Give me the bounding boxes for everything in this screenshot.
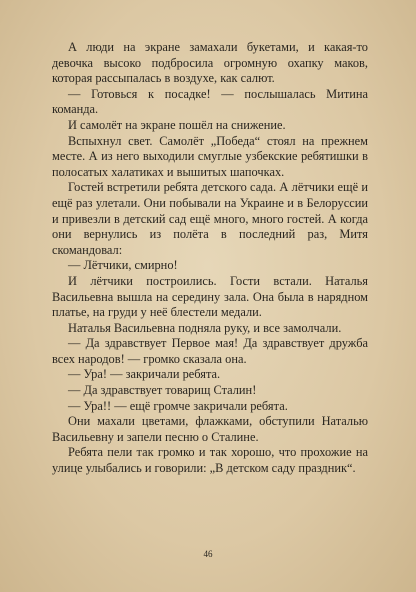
paragraph: И лётчики построились. Гости встали. Наталья Васильевна вышла на середину зала. Она была в нарядном платье, на груди у неё блестели медали. xyxy=(52,273,368,320)
page-number: 46 xyxy=(203,549,213,559)
paragraph: — Ура! — закричали ребята. xyxy=(68,367,221,382)
paragraph: — Готовься к посадке! — послышалась Митина команда. xyxy=(52,86,368,117)
body-text xyxy=(52,40,368,477)
paragraph: Наталья Васильевна подняла руку, и все замолчали. xyxy=(68,320,342,335)
paragraph: — Ура!! — ещё громче закричали ребята. xyxy=(68,398,288,413)
paragraph: Вспыхнул свет. Самолёт „Победа“ стоял на прежнем месте. А из него выходили смуглые узбекские ребятишки в полосатых халатиках и вышитых шапочках. xyxy=(52,133,368,179)
paragraph: Они махали цветами, флажками, обступили Наталью Васильевну и запели песню о Сталине. xyxy=(52,414,368,444)
paragraph: Ребята пели так громко и так хорошо, что прохожие на улице улыбались и говорили: „В детском саду праздник“. xyxy=(52,445,368,476)
paragraph: Гостей встретили ребята детского сада. А лётчики ещё и ещё раз улетали. Они побывали на Украине и в Белоруссии и привезли в детский сад ещё много, много гостей. А когда они вернулись из полёта в последний раз, Митя скомандовал: xyxy=(52,180,368,257)
paragraph: — Да здравствует Первое мая! Да здравствует дружба всех народов! — громко сказала она. xyxy=(52,336,368,366)
paragraph: — Лётчики, смирно! xyxy=(68,258,178,273)
paragraph: — Да здравствует товарищ Сталин! xyxy=(68,383,257,398)
paragraph: А люди на экране замахали букетами, и какая-то девочка высоко подбросила огромную охапку маков, которая рассыпалась в воздухе, как салют. xyxy=(52,40,368,86)
paragraph: И самолёт на экране пошёл на снижение. xyxy=(68,117,286,132)
